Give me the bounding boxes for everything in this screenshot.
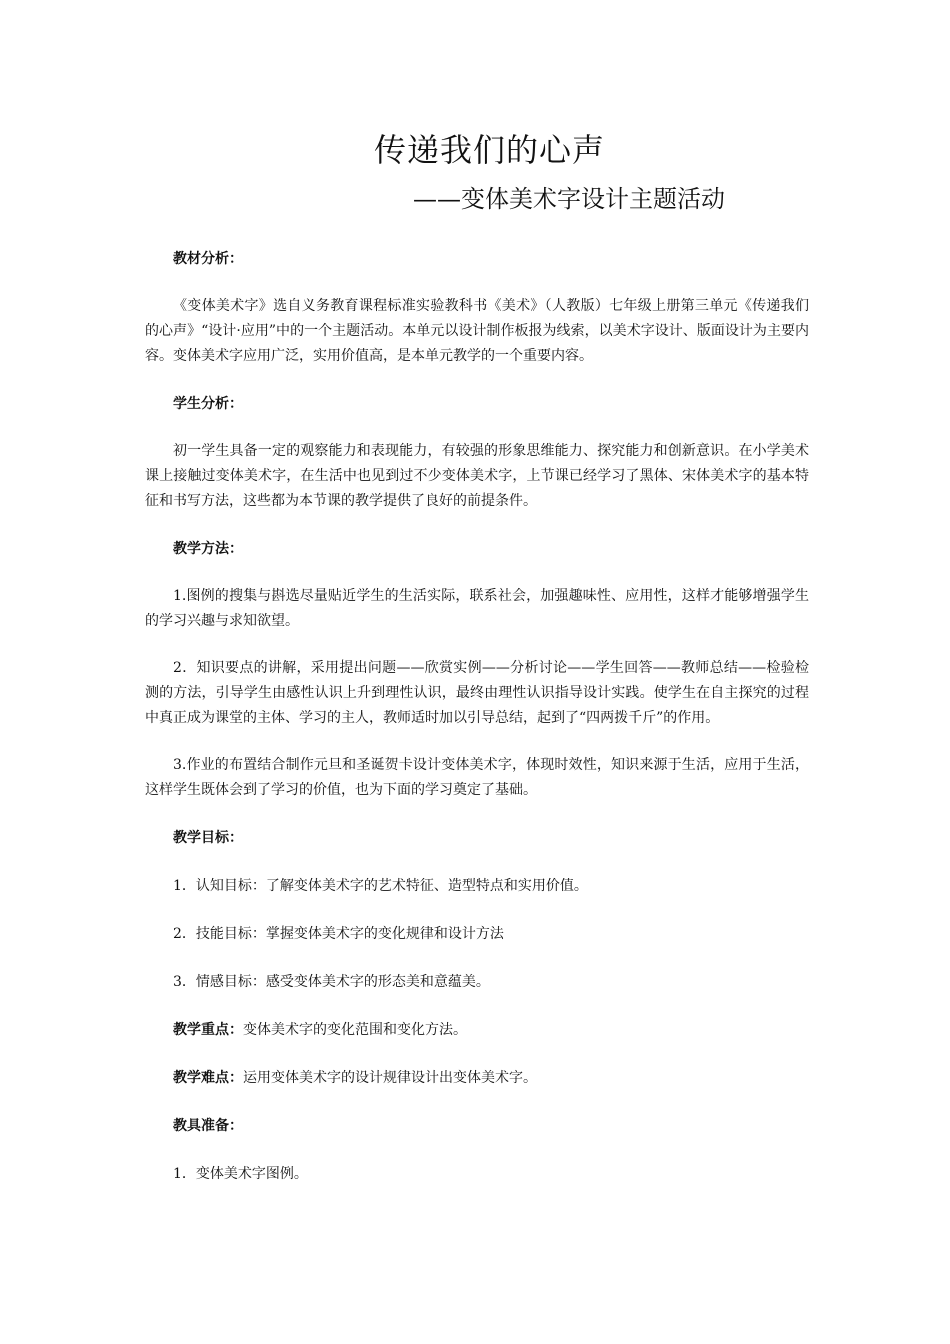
difficulty-label: 教学难点：	[173, 1070, 243, 1086]
goal-item-1: 1．认知目标：了解变体美术字的艺术特征、造型特点和实用价值。	[173, 878, 588, 894]
section-heading-textbook: 教材分析：	[173, 251, 243, 267]
difficulty-line	[145, 1065, 809, 1091]
section-heading-students: 学生分析：	[173, 396, 243, 412]
section-heading-materials: 教具准备：	[173, 1118, 243, 1134]
paragraph-students: 初一学生具备一定的观察能力和表现能力，有较强的形象思维能力、探究能力和创新意识。在小学美术课上接触过变体美术字，在生活中也见到过不少变体美术字，上节课已经学习了黑体、宋体美术字的基本特征和书写方法，这些都为本节课的教学提供了良好的前提条件。	[145, 443, 809, 509]
document-title: 传递我们的心声	[374, 131, 606, 169]
method-item-2: 2．知识要点的讲解，采用提出问题——欣赏实例——分析讨论——学生回答——教师总结——检验检测的方法，引导学生由感性认识上升到理性认识，最终由理性认识指导设计实践。使学生在自主探究的过程中真正成为课堂的主体、学习的主人，教师适时加以引导总结，起到了“四两拨千斤”的作用。	[145, 660, 809, 726]
difficulty-text: 运用变体美术字的设计规律设计出变体美术字。	[243, 1070, 537, 1086]
goal-item-2: 2．技能目标：掌握变体美术字的变化规律和设计方法	[173, 926, 504, 942]
document-subtitle: ——变体美术字设计主题活动	[413, 185, 725, 213]
goal-item-3: 3．情感目标：感受变体美术字的形态美和意蕴美。	[173, 974, 490, 990]
paragraph-textbook: 《变体美术字》选自义务教育课程标准实验教科书《美术》（人教版）七年级上册第三单元《传递我们的心声》“设计·应用”中的一个主题活动。本单元以设计制作板报为线索，以美术字设计、版面设计为主要内容。变体美术字应用广泛，实用价值高，是本单元教学的一个重要内容。	[145, 298, 809, 364]
material-item-1: 1．变体美术字图例。	[173, 1166, 308, 1182]
section-heading-methods: 教学方法：	[173, 541, 243, 557]
key-point-line	[145, 1017, 809, 1043]
section-heading-goals: 教学目标：	[173, 830, 243, 846]
method-item-1: 1.图例的搜集与斟选尽量贴近学生的生活实际，联系社会，加强趣味性、应用性，这样才能够增强学生的学习兴趣与求知欲望。	[145, 588, 809, 629]
key-point-text: 变体美术字的变化范围和变化方法。	[243, 1022, 467, 1038]
document-body	[145, 246, 809, 1209]
key-point-label: 教学重点：	[173, 1022, 243, 1038]
method-item-3: 3.作业的布置结合制作元旦和圣诞贺卡设计变体美术字，体现时效性，知识来源于生活，应用于生活，这样学生既体会到了学习的价值，也为下面的学习奠定了基础。	[145, 757, 809, 798]
